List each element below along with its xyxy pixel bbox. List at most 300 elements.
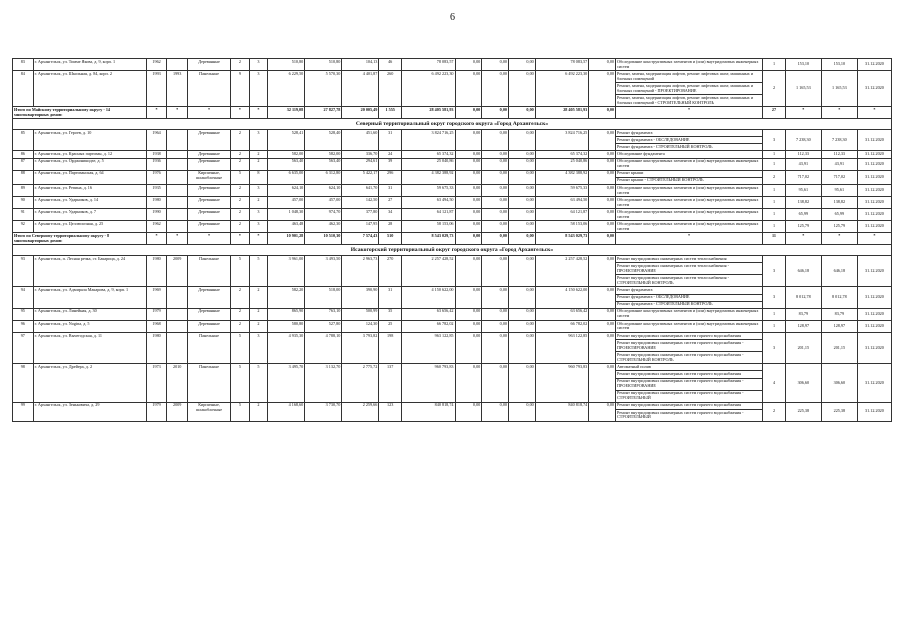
budget-cell: 0,00 bbox=[482, 364, 509, 402]
owners-funds-cell: 65 374,32 bbox=[535, 151, 589, 158]
budget-cell: 0,00 bbox=[482, 59, 509, 71]
unit-cost-cell: 65,99 bbox=[785, 209, 821, 221]
subtotal-fund: 0,00 bbox=[455, 233, 482, 245]
work-type-cell: Ремонт фундамента - СТРОИТЕЛЬНЫЙ КОНТРОЛЬ bbox=[616, 144, 763, 151]
wall-material-cell: Деревянные bbox=[187, 308, 230, 320]
work-type-cell: Ремонт внутридомовых инженерных систем теплоснабжения bbox=[616, 256, 763, 263]
entrances-cell: 3 bbox=[249, 71, 268, 107]
deadline-cell: 31.12.2020 bbox=[857, 59, 891, 71]
deadline-cell: 31.12.2020 bbox=[857, 256, 891, 287]
address-cell: г. Архангельск, ул. Партизанская, д. 64 bbox=[33, 170, 146, 184]
wall-material-cell: Деревянные bbox=[187, 59, 230, 71]
floors-cell: 5 bbox=[231, 170, 250, 184]
year-built-cell: 1980 bbox=[146, 256, 167, 287]
max-unit-cost-cell: 138,82 bbox=[821, 197, 857, 209]
other-funds-cell: 0,00 bbox=[589, 185, 616, 197]
work-type-cell: Обследование конструктивных элементов и (или) внутридомовых инженерных систем bbox=[616, 221, 763, 233]
row-number: 88 bbox=[13, 170, 34, 184]
deadline-cell: 31.12.2020 bbox=[857, 209, 891, 221]
subtotal-local: 0,00 bbox=[509, 107, 536, 119]
residential-area-cell: 500,99 bbox=[342, 308, 379, 320]
entrances-cell: 2 bbox=[249, 402, 268, 421]
work-type-cell: Обследование фундамента bbox=[616, 151, 763, 158]
owners-funds-cell: 63 494,50 bbox=[535, 197, 589, 209]
works-count-cell: 3 bbox=[763, 256, 786, 287]
total-cost-cell: 65 374,32 bbox=[401, 151, 455, 158]
floors-cell: 2 bbox=[231, 221, 250, 233]
fund-cell: 0,00 bbox=[455, 59, 482, 71]
placeholder-cell: * bbox=[857, 233, 891, 245]
subtotal-budget: 0,00 bbox=[482, 107, 509, 119]
local-budget-cell: 0,00 bbox=[509, 333, 536, 364]
max-unit-cost-cell: 1 165,53 bbox=[821, 71, 857, 107]
total-area-cell: 510,80 bbox=[268, 59, 305, 71]
year-built-cell: 1993 bbox=[146, 71, 167, 107]
residential-area-cell: 336,70 bbox=[342, 151, 379, 158]
max-unit-cost-cell: 8 012,78 bbox=[821, 287, 857, 308]
other-funds-cell: 0,00 bbox=[589, 151, 616, 158]
work-type-cell: Обследование конструктивных элементов и (или) внутридомовых инженерных систем bbox=[616, 158, 763, 170]
total-area-cell: 582,20 bbox=[268, 287, 305, 308]
deadline-cell: 31.12.2020 bbox=[857, 364, 891, 402]
entrances-cell: 2 bbox=[249, 287, 268, 308]
placeholder-cell: * bbox=[231, 107, 250, 119]
budget-cell: 0,00 bbox=[482, 308, 509, 320]
deadline-cell: 31.12.2020 bbox=[857, 185, 891, 197]
work-type-cell: Ремонт фундамента bbox=[616, 287, 763, 294]
wall-material-cell: Деревянные bbox=[187, 209, 230, 221]
year-renovated-cell bbox=[167, 287, 188, 308]
unit-cost-cell: 225,38 bbox=[785, 402, 821, 421]
table-row bbox=[13, 209, 892, 221]
owners-funds-cell: 4 382 388,92 bbox=[535, 170, 589, 184]
year-renovated-cell bbox=[167, 151, 188, 158]
residents-cell: 46 bbox=[379, 59, 402, 71]
year-built-cell: 1968 bbox=[146, 320, 167, 332]
placeholder-cell: * bbox=[785, 233, 821, 245]
works-count-cell: 1 bbox=[763, 221, 786, 233]
budget-cell: 0,00 bbox=[482, 221, 509, 233]
other-funds-cell: 0,00 bbox=[589, 256, 616, 287]
fund-cell: 0,00 bbox=[455, 320, 482, 332]
wall-material-cell: Панельные bbox=[187, 256, 230, 287]
work-type-cell: Ремонт внутридомовых инженерных систем горячего водоснабжения bbox=[616, 402, 763, 409]
address-cell: г. Архангельск, ул. Школьная, д. 84, корп. 2 bbox=[33, 71, 146, 107]
total-area-cell: 4 935,30 bbox=[268, 333, 305, 364]
local-budget-cell: 0,00 bbox=[509, 197, 536, 209]
works-count-cell: 4 bbox=[763, 364, 786, 402]
year-built-cell: 1936 bbox=[146, 158, 167, 170]
unit-cost-cell: 8 012,78 bbox=[785, 287, 821, 308]
table-row bbox=[13, 308, 892, 320]
work-type-cell: Ремонт внутридомовых инженерных систем горячего водоснабжения bbox=[616, 333, 763, 340]
residential-area-cell: 3 793,82 bbox=[342, 333, 379, 364]
other-funds-cell: 0,00 bbox=[589, 209, 616, 221]
local-budget-cell: 0,00 bbox=[509, 320, 536, 332]
residential-area-cell: 5 422,17 bbox=[342, 170, 379, 184]
subtotal-other: 0,00 bbox=[589, 233, 616, 245]
total-area-cell: 3 961,00 bbox=[268, 256, 305, 287]
residents-cell: 137 bbox=[379, 364, 402, 402]
work-type-cell: Ремонт внутридомовых инженерных систем горячего водоснабжения - СТРОИТЕЛЬНЫЙ bbox=[616, 409, 763, 421]
work-type-cell: Ремонт внутридомовых инженерных систем горячего водоснабжения - ПРОЕКТИРОВАНИЕ bbox=[616, 378, 763, 390]
total-cost-cell: 59 675,33 bbox=[401, 185, 455, 197]
fund-cell: 0,00 bbox=[455, 308, 482, 320]
works-count-cell: 1 bbox=[763, 209, 786, 221]
floors-cell: 2 bbox=[231, 197, 250, 209]
work-type-cell: Ремонт внутридомовых инженерных систем горячего водоснабжения - СТРОИТЕЛЬНЫЙ bbox=[616, 390, 763, 402]
wall-material-cell: Деревянные bbox=[187, 158, 230, 170]
local-budget-cell: 0,00 bbox=[509, 59, 536, 71]
entrances-cell: 2 bbox=[249, 308, 268, 320]
table-row bbox=[13, 333, 892, 340]
residential-area-cell: 451,60 bbox=[342, 130, 379, 151]
fund-cell: 0,00 bbox=[455, 333, 482, 364]
other-funds-cell: 0,00 bbox=[589, 320, 616, 332]
year-renovated-cell bbox=[167, 158, 188, 170]
work-type-cell: Ремонт фундамента - ОБСЛЕДОВАНИЕ bbox=[616, 294, 763, 301]
premises-area-cell: 5 570,30 bbox=[305, 71, 342, 107]
works-count-cell: 1 bbox=[763, 308, 786, 320]
table-row bbox=[13, 221, 892, 233]
placeholder-cell: * bbox=[167, 107, 188, 119]
works-count-cell: 3 bbox=[763, 333, 786, 364]
budget-cell: 0,00 bbox=[482, 130, 509, 151]
year-renovated-cell bbox=[167, 308, 188, 320]
fund-cell: 0,00 bbox=[455, 287, 482, 308]
work-type-cell: Обследование конструктивных элементов и (или) внутридомовых инженерных систем bbox=[616, 185, 763, 197]
wall-material-cell: Деревянные bbox=[187, 130, 230, 151]
budget-cell: 0,00 bbox=[482, 256, 509, 287]
owners-funds-cell: 64 121,87 bbox=[535, 209, 589, 221]
total-cost-cell: 3 824 716,25 bbox=[401, 130, 455, 151]
placeholder-cell: * bbox=[821, 107, 857, 119]
floors-cell: 5 bbox=[231, 364, 250, 402]
work-type-cell: Ремонт, замена, модернизация лифтов, ремонт лифтовых шахт, машинных и блочных помещений - ПРОЕКТИРОВАНИЕ bbox=[616, 83, 763, 95]
year-built-cell: 1938 bbox=[146, 151, 167, 158]
table-row bbox=[13, 170, 892, 177]
wall-material-cell: Панельные bbox=[187, 333, 230, 364]
other-funds-cell: 0,00 bbox=[589, 158, 616, 170]
table-row bbox=[13, 185, 892, 197]
address-cell: г. Архангельск, п. Лесная речка, ст. Бакарица, д. 24 bbox=[33, 256, 146, 287]
max-unit-cost-cell: 225,38 bbox=[821, 402, 857, 421]
work-type-cell: Обследование конструктивных элементов и (или) внутридомовых инженерных систем bbox=[616, 308, 763, 320]
address-cell: г. Архангельск, ул. Репина, д. 16 bbox=[33, 185, 146, 197]
row-number: 94 bbox=[13, 287, 34, 308]
entrances-cell: 3 bbox=[249, 333, 268, 364]
residential-area-cell: 142,50 bbox=[342, 197, 379, 209]
local-budget-cell: 0,00 bbox=[509, 130, 536, 151]
local-budget-cell: 0,00 bbox=[509, 287, 536, 308]
residential-area-cell: 147,95 bbox=[342, 221, 379, 233]
placeholder-cell: * bbox=[146, 107, 167, 119]
entrances-cell: 8 bbox=[249, 170, 268, 184]
total-cost-cell: 2 257 428,52 bbox=[401, 256, 455, 287]
entrances-cell: 5 bbox=[249, 256, 268, 287]
works-count-cell: 2 bbox=[763, 402, 786, 421]
unit-cost-cell: 153,10 bbox=[785, 59, 821, 71]
work-type-cell: Ремонт внутридомовых инженерных систем горячего водоснабжения - СТРОИТЕЛЬНЫЙ КОНТРОЛЬ bbox=[616, 352, 763, 364]
residents-cell: 35 bbox=[379, 308, 402, 320]
year-built-cell: 1979 bbox=[146, 402, 167, 421]
local-budget-cell: 0,00 bbox=[509, 308, 536, 320]
total-area-cell: 582,00 bbox=[268, 151, 305, 158]
residents-cell: 25 bbox=[379, 320, 402, 332]
work-type-cell: Ремонт внутридомовых инженерных систем горячего водоснабжения bbox=[616, 371, 763, 378]
works-count-cell: 3 bbox=[763, 130, 786, 151]
unit-cost-cell: 7 238,30 bbox=[785, 130, 821, 151]
premises-area-cell: 457,00 bbox=[305, 197, 342, 209]
floors-cell: 9 bbox=[231, 71, 250, 107]
subtotal-fund: 0,00 bbox=[455, 107, 482, 119]
subtotal-area-b: 27 827,78 bbox=[305, 107, 342, 119]
max-unit-cost-cell: 153,10 bbox=[821, 59, 857, 71]
unit-cost-cell: 201,15 bbox=[785, 333, 821, 364]
fund-cell: 0,00 bbox=[455, 364, 482, 402]
residents-cell: 270 bbox=[379, 256, 402, 287]
floors-cell: 2 bbox=[231, 320, 250, 332]
year-built-cell: 1964 bbox=[146, 130, 167, 151]
deadline-cell: 31.12.2020 bbox=[857, 197, 891, 209]
total-cost-cell: 63 494,50 bbox=[401, 197, 455, 209]
residents-cell: 24 bbox=[379, 151, 402, 158]
local-budget-cell: 0,00 bbox=[509, 71, 536, 107]
budget-cell: 0,00 bbox=[482, 402, 509, 421]
max-unit-cost-cell: 717,02 bbox=[821, 170, 857, 184]
wall-material-cell: Деревянные bbox=[187, 287, 230, 308]
address-cell: г. Архангельск, ул. Вычегодская, д. 11 bbox=[33, 333, 146, 364]
total-cost-cell: 4 150 622,00 bbox=[401, 287, 455, 308]
budget-cell: 0,00 bbox=[482, 209, 509, 221]
works-count-cell: 1 bbox=[763, 185, 786, 197]
other-funds-cell: 0,00 bbox=[589, 287, 616, 308]
wall-material-cell: Деревянные bbox=[187, 185, 230, 197]
total-cost-cell: 63 656,42 bbox=[401, 308, 455, 320]
max-unit-cost-cell: 43,91 bbox=[821, 158, 857, 170]
subtotal-budget: 0,00 bbox=[482, 233, 509, 245]
row-number: 96 bbox=[13, 320, 34, 332]
fund-cell: 0,00 bbox=[455, 209, 482, 221]
works-count-cell: 2 bbox=[763, 170, 786, 184]
local-budget-cell: 0,00 bbox=[509, 256, 536, 287]
year-built-cell: 1980 bbox=[146, 197, 167, 209]
year-renovated-cell: 2010 bbox=[167, 364, 188, 402]
owners-funds-cell: 66 782,02 bbox=[535, 320, 589, 332]
owners-funds-cell: 840 818,74 bbox=[535, 402, 589, 421]
floors-cell: 2 bbox=[231, 151, 250, 158]
address-cell: г. Архангельск, ул. Линейная, д. 30 bbox=[33, 308, 146, 320]
work-type-cell: Ремонт фундамента - ОБСЛЕДОВАНИЕ bbox=[616, 137, 763, 144]
floors-cell: 5 bbox=[231, 333, 250, 364]
year-built-cell: 1935 bbox=[146, 185, 167, 197]
residents-cell: 31 bbox=[379, 185, 402, 197]
subtotal-residents: 1 555 bbox=[379, 107, 402, 119]
residents-cell: 198 bbox=[379, 333, 402, 364]
premises-area-cell: 974,70 bbox=[305, 209, 342, 221]
page-number: 6 bbox=[450, 12, 455, 23]
unit-cost-cell: 95,61 bbox=[785, 185, 821, 197]
total-area-cell: 580,80 bbox=[268, 320, 305, 332]
row-number: 89 bbox=[13, 185, 34, 197]
subtotal-cost: 28 405 581,93 bbox=[401, 107, 455, 119]
work-type-cell: Ремонт фундамента bbox=[616, 130, 763, 137]
premises-area-cell: 3 730,70 bbox=[305, 402, 342, 421]
fund-cell: 0,00 bbox=[455, 130, 482, 151]
budget-cell: 0,00 bbox=[482, 333, 509, 364]
total-area-cell: 6 229,50 bbox=[268, 71, 305, 107]
section-heading: Северный территориальный округ городского округа «Город Архангельск» bbox=[13, 119, 892, 130]
deadline-cell: 31.12.2020 bbox=[857, 402, 891, 421]
deadline-cell: 31.12.2020 bbox=[857, 170, 891, 184]
other-funds-cell: 0,00 bbox=[589, 364, 616, 402]
address-cell: г. Архангельск, ул. Ударников, д. 7 bbox=[33, 209, 146, 221]
placeholder-cell: * bbox=[249, 107, 268, 119]
owners-funds-cell: 78 083,57 bbox=[535, 59, 589, 71]
deadline-cell: 31.12.2020 bbox=[857, 158, 891, 170]
owners-funds-cell: 58 153,06 bbox=[535, 221, 589, 233]
year-built-cell: 1962 bbox=[146, 59, 167, 71]
subtotal-label: Итого по Северному территориальному округу - 8 многоквартирных домов: bbox=[13, 233, 147, 245]
wall-material-cell: Деревянные bbox=[187, 197, 230, 209]
total-area-cell: 4 168,60 bbox=[268, 402, 305, 421]
deadline-cell: 31.12.2020 bbox=[857, 221, 891, 233]
residents-cell: 27 bbox=[379, 197, 402, 209]
total-area-cell: 3 495,70 bbox=[268, 364, 305, 402]
address-cell: г. Архангельск, ул. Nogina, д. 5 bbox=[33, 320, 146, 332]
entrances-cell: 3 bbox=[249, 130, 268, 151]
subtotal-area-b: 10 510,30 bbox=[305, 233, 342, 245]
subtotal-area: 32 119,08 bbox=[268, 107, 305, 119]
work-type-cell: Обследование конструктивных элементов и (или) внутридомовых инженерных систем bbox=[616, 209, 763, 221]
premises-area-cell: 510,80 bbox=[305, 59, 342, 71]
unit-cost-cell: 128,97 bbox=[785, 320, 821, 332]
subtotal-row bbox=[13, 233, 892, 245]
year-renovated-cell: 1993 bbox=[167, 71, 188, 107]
premises-area-cell: 563,40 bbox=[305, 158, 342, 170]
entrances-cell: 3 bbox=[249, 221, 268, 233]
year-renovated-cell bbox=[167, 59, 188, 71]
section-heading: Исакогорский территориальный округ городского округа «Город Архангельск» bbox=[13, 245, 892, 256]
deadline-cell: 31.12.2020 bbox=[857, 287, 891, 308]
row-number: 93 bbox=[13, 256, 34, 287]
row-number: 92 bbox=[13, 221, 34, 233]
table-row bbox=[13, 402, 892, 409]
other-funds-cell: 0,00 bbox=[589, 333, 616, 364]
premises-area-cell: 527,80 bbox=[305, 320, 342, 332]
residents-cell: 296 bbox=[379, 170, 402, 184]
subtotal-row bbox=[13, 107, 892, 119]
year-built-cell: 1976 bbox=[146, 170, 167, 184]
placeholder-cell: * bbox=[616, 107, 763, 119]
budget-cell: 0,00 bbox=[482, 158, 509, 170]
works-count-cell: 1 bbox=[763, 59, 786, 71]
work-type-cell: Ремонт крыши - СТРОИТЕЛЬНЫЙ КОНТРОЛЬ bbox=[616, 177, 763, 184]
residential-area-cell: 294,61 bbox=[342, 158, 379, 170]
total-area-cell: 528,41 bbox=[268, 130, 305, 151]
owners-funds-cell: 2 257 428,52 bbox=[535, 256, 589, 287]
budget-cell: 0,00 bbox=[482, 185, 509, 197]
total-cost-cell: 64 121,87 bbox=[401, 209, 455, 221]
residents-cell: 39 bbox=[379, 158, 402, 170]
residential-area-cell: 2 775,72 bbox=[342, 364, 379, 402]
deadline-cell: 31.12.2020 bbox=[857, 151, 891, 158]
premises-area-cell: 763,10 bbox=[305, 308, 342, 320]
address-cell: г. Архангельск, ул. Орджоникидзе, д. 5 bbox=[33, 158, 146, 170]
table-row bbox=[13, 364, 892, 371]
residential-area-cell: 390,90 bbox=[342, 287, 379, 308]
subtotal-owners: 8 543 029,73 bbox=[535, 233, 589, 245]
max-unit-cost-cell: 112,33 bbox=[821, 151, 857, 158]
total-cost-cell: 25 040,86 bbox=[401, 158, 455, 170]
placeholder-cell: * bbox=[249, 233, 268, 245]
year-built-cell: 1980 bbox=[146, 333, 167, 364]
max-unit-cost-cell: 125,79 bbox=[821, 221, 857, 233]
total-area-cell: 463,48 bbox=[268, 221, 305, 233]
other-funds-cell: 0,00 bbox=[589, 308, 616, 320]
unit-cost-cell: 138,82 bbox=[785, 197, 821, 209]
fund-cell: 0,00 bbox=[455, 221, 482, 233]
residents-cell: 28 bbox=[379, 221, 402, 233]
year-renovated-cell bbox=[167, 185, 188, 197]
subtotal-other: 0,00 bbox=[589, 107, 616, 119]
premises-area-cell: 3 493,50 bbox=[305, 256, 342, 287]
row-number: 91 bbox=[13, 209, 34, 221]
premises-area-cell: 518,00 bbox=[305, 287, 342, 308]
address-cell: г. Архангельск, ул. Героев, д. 10 bbox=[33, 130, 146, 151]
table-row bbox=[13, 197, 892, 209]
owners-funds-cell: 63 656,42 bbox=[535, 308, 589, 320]
row-number: 95 bbox=[13, 308, 34, 320]
wall-material-cell: Панельные bbox=[187, 71, 230, 107]
row-number: 84 bbox=[13, 71, 34, 107]
address-cell: г. Архангельск, ул. Адмирала Макарова, д. 9, корп. 1 bbox=[33, 287, 146, 308]
total-cost-cell: 78 083,57 bbox=[401, 59, 455, 71]
local-budget-cell: 0,00 bbox=[509, 170, 536, 184]
total-cost-cell: 963 122,85 bbox=[401, 333, 455, 364]
residential-area-cell: 124,30 bbox=[342, 320, 379, 332]
local-budget-cell: 0,00 bbox=[509, 221, 536, 233]
wall-material-cell: Деревянные bbox=[187, 221, 230, 233]
wall-material-cell: Деревянные bbox=[187, 151, 230, 158]
total-area-cell: 457,00 bbox=[268, 197, 305, 209]
budget-cell: 0,00 bbox=[482, 197, 509, 209]
placeholder-cell: * bbox=[187, 107, 230, 119]
works-count-cell: 3 bbox=[763, 287, 786, 308]
fund-cell: 0,00 bbox=[455, 197, 482, 209]
address-cell: г. Архангельск, ул. Тимме Якова, д. 9, корп. 1 bbox=[33, 59, 146, 71]
floors-cell: 5 bbox=[231, 402, 250, 421]
placeholder-cell: * bbox=[785, 107, 821, 119]
address-cell: г. Архангельск, ул. Красных партизан, д. 12 bbox=[33, 151, 146, 158]
subtotal-cost: 8 543 029,73 bbox=[401, 233, 455, 245]
max-unit-cost-cell: 646,18 bbox=[821, 256, 857, 287]
owners-funds-cell: 3 824 716,25 bbox=[535, 130, 589, 151]
table-row bbox=[13, 320, 892, 332]
wall-material-cell: Кирпичные, шлакоблочные bbox=[187, 402, 230, 421]
deadline-cell: 31.12.2020 bbox=[857, 130, 891, 151]
table-row bbox=[13, 71, 892, 83]
total-area-cell: 624,10 bbox=[268, 185, 305, 197]
other-funds-cell: 0,00 bbox=[589, 197, 616, 209]
residential-area-cell: 104,13 bbox=[342, 59, 379, 71]
entrances-cell: 2 bbox=[249, 158, 268, 170]
year-built-cell: 1969 bbox=[146, 287, 167, 308]
unit-cost-cell: 43,91 bbox=[785, 158, 821, 170]
premises-area-cell: 528,40 bbox=[305, 130, 342, 151]
table-row bbox=[13, 130, 892, 137]
owners-funds-cell: 25 040,86 bbox=[535, 158, 589, 170]
